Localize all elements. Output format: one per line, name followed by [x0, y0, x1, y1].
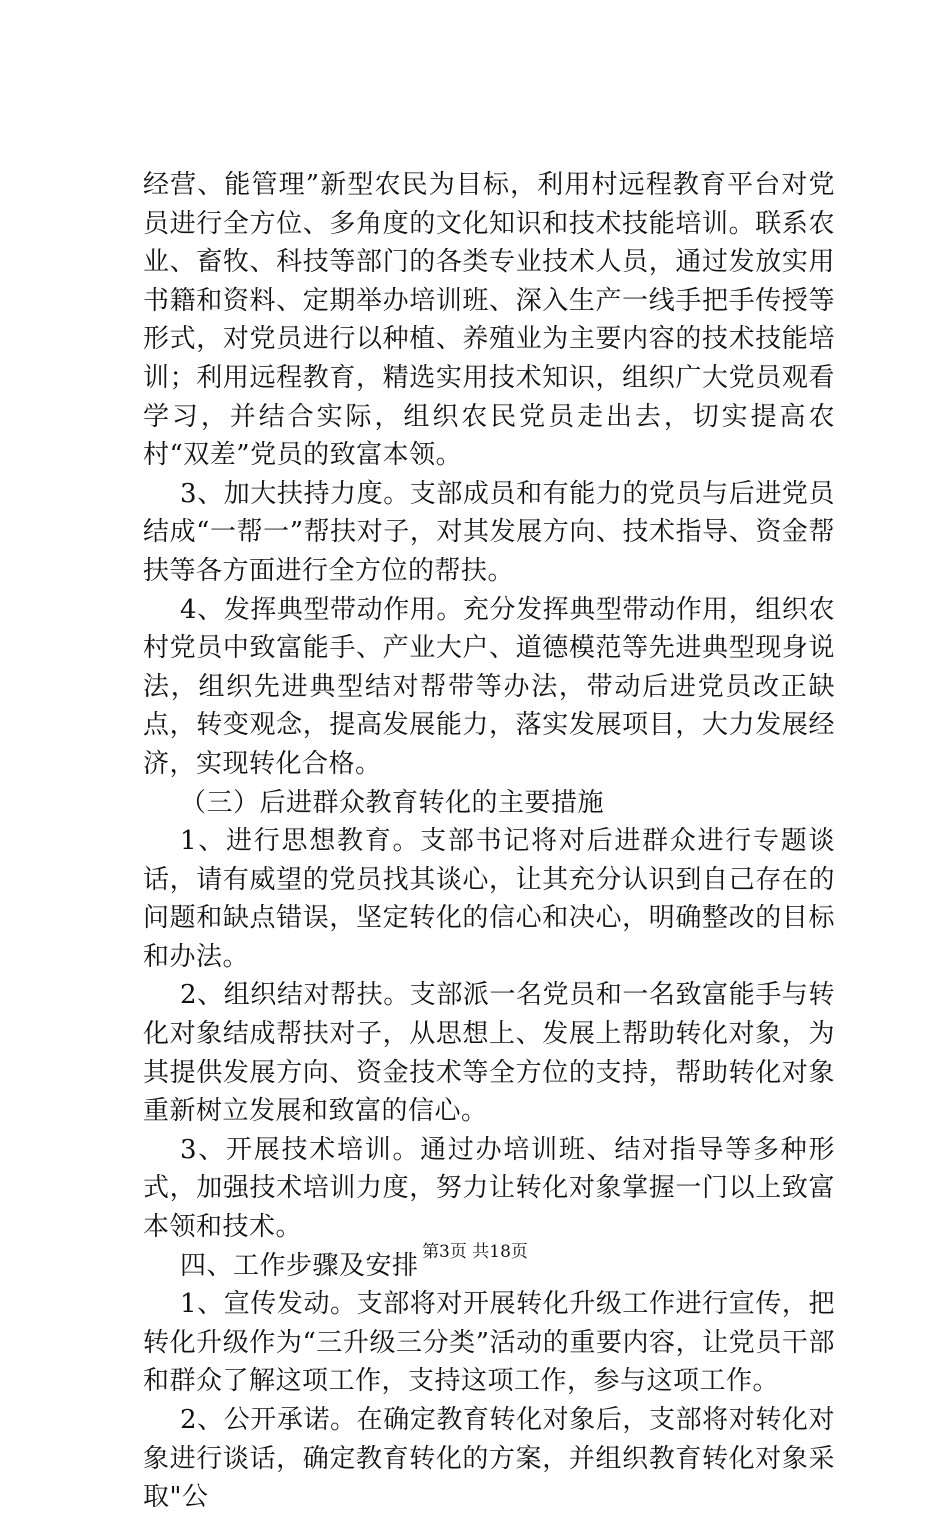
paragraph-continued: 经营、能管理”新型农民为目标，利用村远程教育平台对党员进行全方位、多角度的文化知识和技术技能培训。联系农业、畜牧、科技等部门的各类专业技术人员，通过发放实用书籍和资料、定期举办培训班、深入生产一线手把手传授等形式，对党员进行以种植、养殖业为主要内容的技术技能培训；利用远程教育，精选实用技术知识，组织广大党员观看学习，并结合实际，组织农民党员走出去，切实提高农村“双差”党员的致富本领。: [143, 170, 835, 471]
paragraph: 3、开展技术培训。通过办培训班、结对指导等多种形式，加强技术培训力度，努力让转化对象掌握一门以上致富本领和技术。: [143, 1134, 835, 1243]
paragraph: 2、公开承诺。在确定教育转化对象后，支部将对转化对象进行谈话，确定教育转化的方案，并组织教育转化对象采取"公: [143, 1405, 835, 1513]
paragraph: 2、组织结对帮扶。支部派一名党员和一名致富能手与转化对象结成帮扶对子，从思想上、发展上帮助转化对象，为其提供发展方向、资金技术等全方位的支持，帮助转化对象重新树立发展和致富的信心。: [143, 980, 835, 1127]
section-heading: （三）后进群众教育转化的主要措施: [180, 787, 605, 818]
paragraph: 1、宣传发动。支部将对开展转化升级工作进行宣传，把转化升级作为“三升级三分类”活动的重要内容，让党员干部和群众了解这项工作，支持这项工作，参与这项工作。: [143, 1289, 835, 1397]
paragraph: 1、进行思想教育。支部书记将对后进群众进行专题谈话，请有威望的党员找其谈心，让其充分认识到自己存在的问题和缺点错误，坚定转化的信心和决心，明确整改的目标和办法。: [143, 826, 835, 972]
paragraph: 3、加大扶持力度。支部成员和有能力的党员与后进党员结成“一帮一”帮扶对子，对其发展方向、技术指导、资金帮扶等各方面进行全方位的帮扶。: [143, 478, 835, 586]
document-body: [143, 166, 835, 1517]
page-number-footer: 第3页 共18页: [422, 1242, 528, 1262]
paragraph: 4、发挥典型带动作用。充分发挥典型带动作用，组织农村党员中致富能手、产业大户、道德模范等先进典型现身说法，组织先进典型结对帮带等办法，带动后进党员改正缺点，转变观念，提高发展能力，落实发展项目，大力发展经济，实现转化合格。: [143, 594, 835, 779]
section-heading: 四、工作步骤及安排: [180, 1250, 419, 1281]
